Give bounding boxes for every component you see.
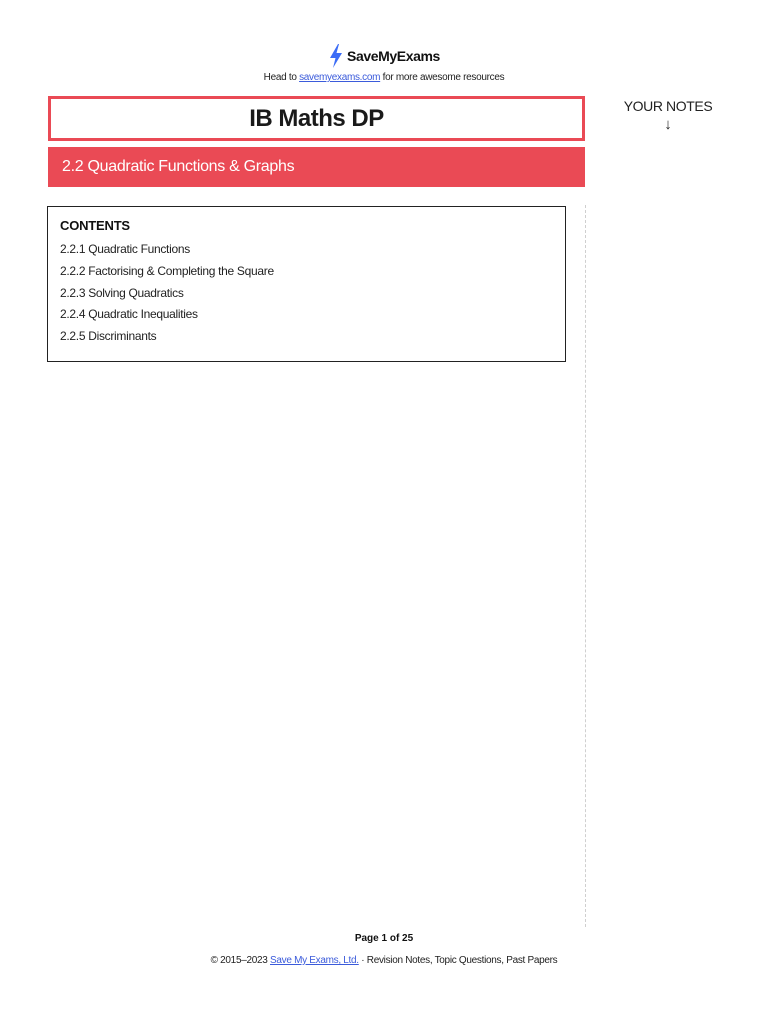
brand-name: SaveMyExams bbox=[347, 48, 440, 64]
contents-item[interactable]: 2.2.2 Factorising & Completing the Square bbox=[60, 263, 274, 278]
copyright-prefix: © 2015–2023 bbox=[210, 955, 270, 966]
contents-heading: CONTENTS bbox=[60, 218, 130, 233]
company-link[interactable]: Save My Exams, Ltd. bbox=[270, 955, 359, 966]
topic-title: 2.2 Quadratic Functions & Graphs bbox=[62, 158, 295, 175]
brand-header bbox=[0, 44, 768, 73]
arrow-down-icon: ↓ bbox=[664, 116, 672, 133]
lightning-bolt-icon bbox=[328, 44, 344, 68]
title-box bbox=[48, 96, 585, 141]
tagline-prefix: Head to bbox=[263, 72, 300, 83]
contents-item[interactable]: 2.2.5 Discriminants bbox=[60, 329, 157, 344]
page-number: Page 1 of 25 bbox=[354, 933, 414, 944]
your-notes-label: YOUR NOTES bbox=[623, 98, 713, 114]
brand-tagline bbox=[0, 72, 768, 83]
copyright-footer bbox=[0, 955, 768, 966]
notes-divider bbox=[585, 205, 586, 927]
topic-banner bbox=[48, 147, 585, 187]
savemyexams-link[interactable]: savemyexams.com bbox=[299, 72, 381, 83]
contents-item[interactable]: 2.2.3 Solving Quadratics bbox=[60, 285, 184, 300]
brand-row[interactable] bbox=[328, 44, 440, 68]
contents-item[interactable]: 2.2.1 Quadratic Functions bbox=[60, 242, 190, 256]
contents-list bbox=[60, 239, 553, 348]
contents-box bbox=[47, 206, 566, 362]
tagline-suffix: for more awesome resources bbox=[380, 72, 505, 83]
page-title: IB Maths DP bbox=[249, 104, 384, 132]
contents-item[interactable]: 2.2.4 Quadratic Inequalities bbox=[60, 307, 198, 322]
copyright-suffix: · Revision Notes, Topic Questions, Past Papers bbox=[358, 955, 558, 966]
